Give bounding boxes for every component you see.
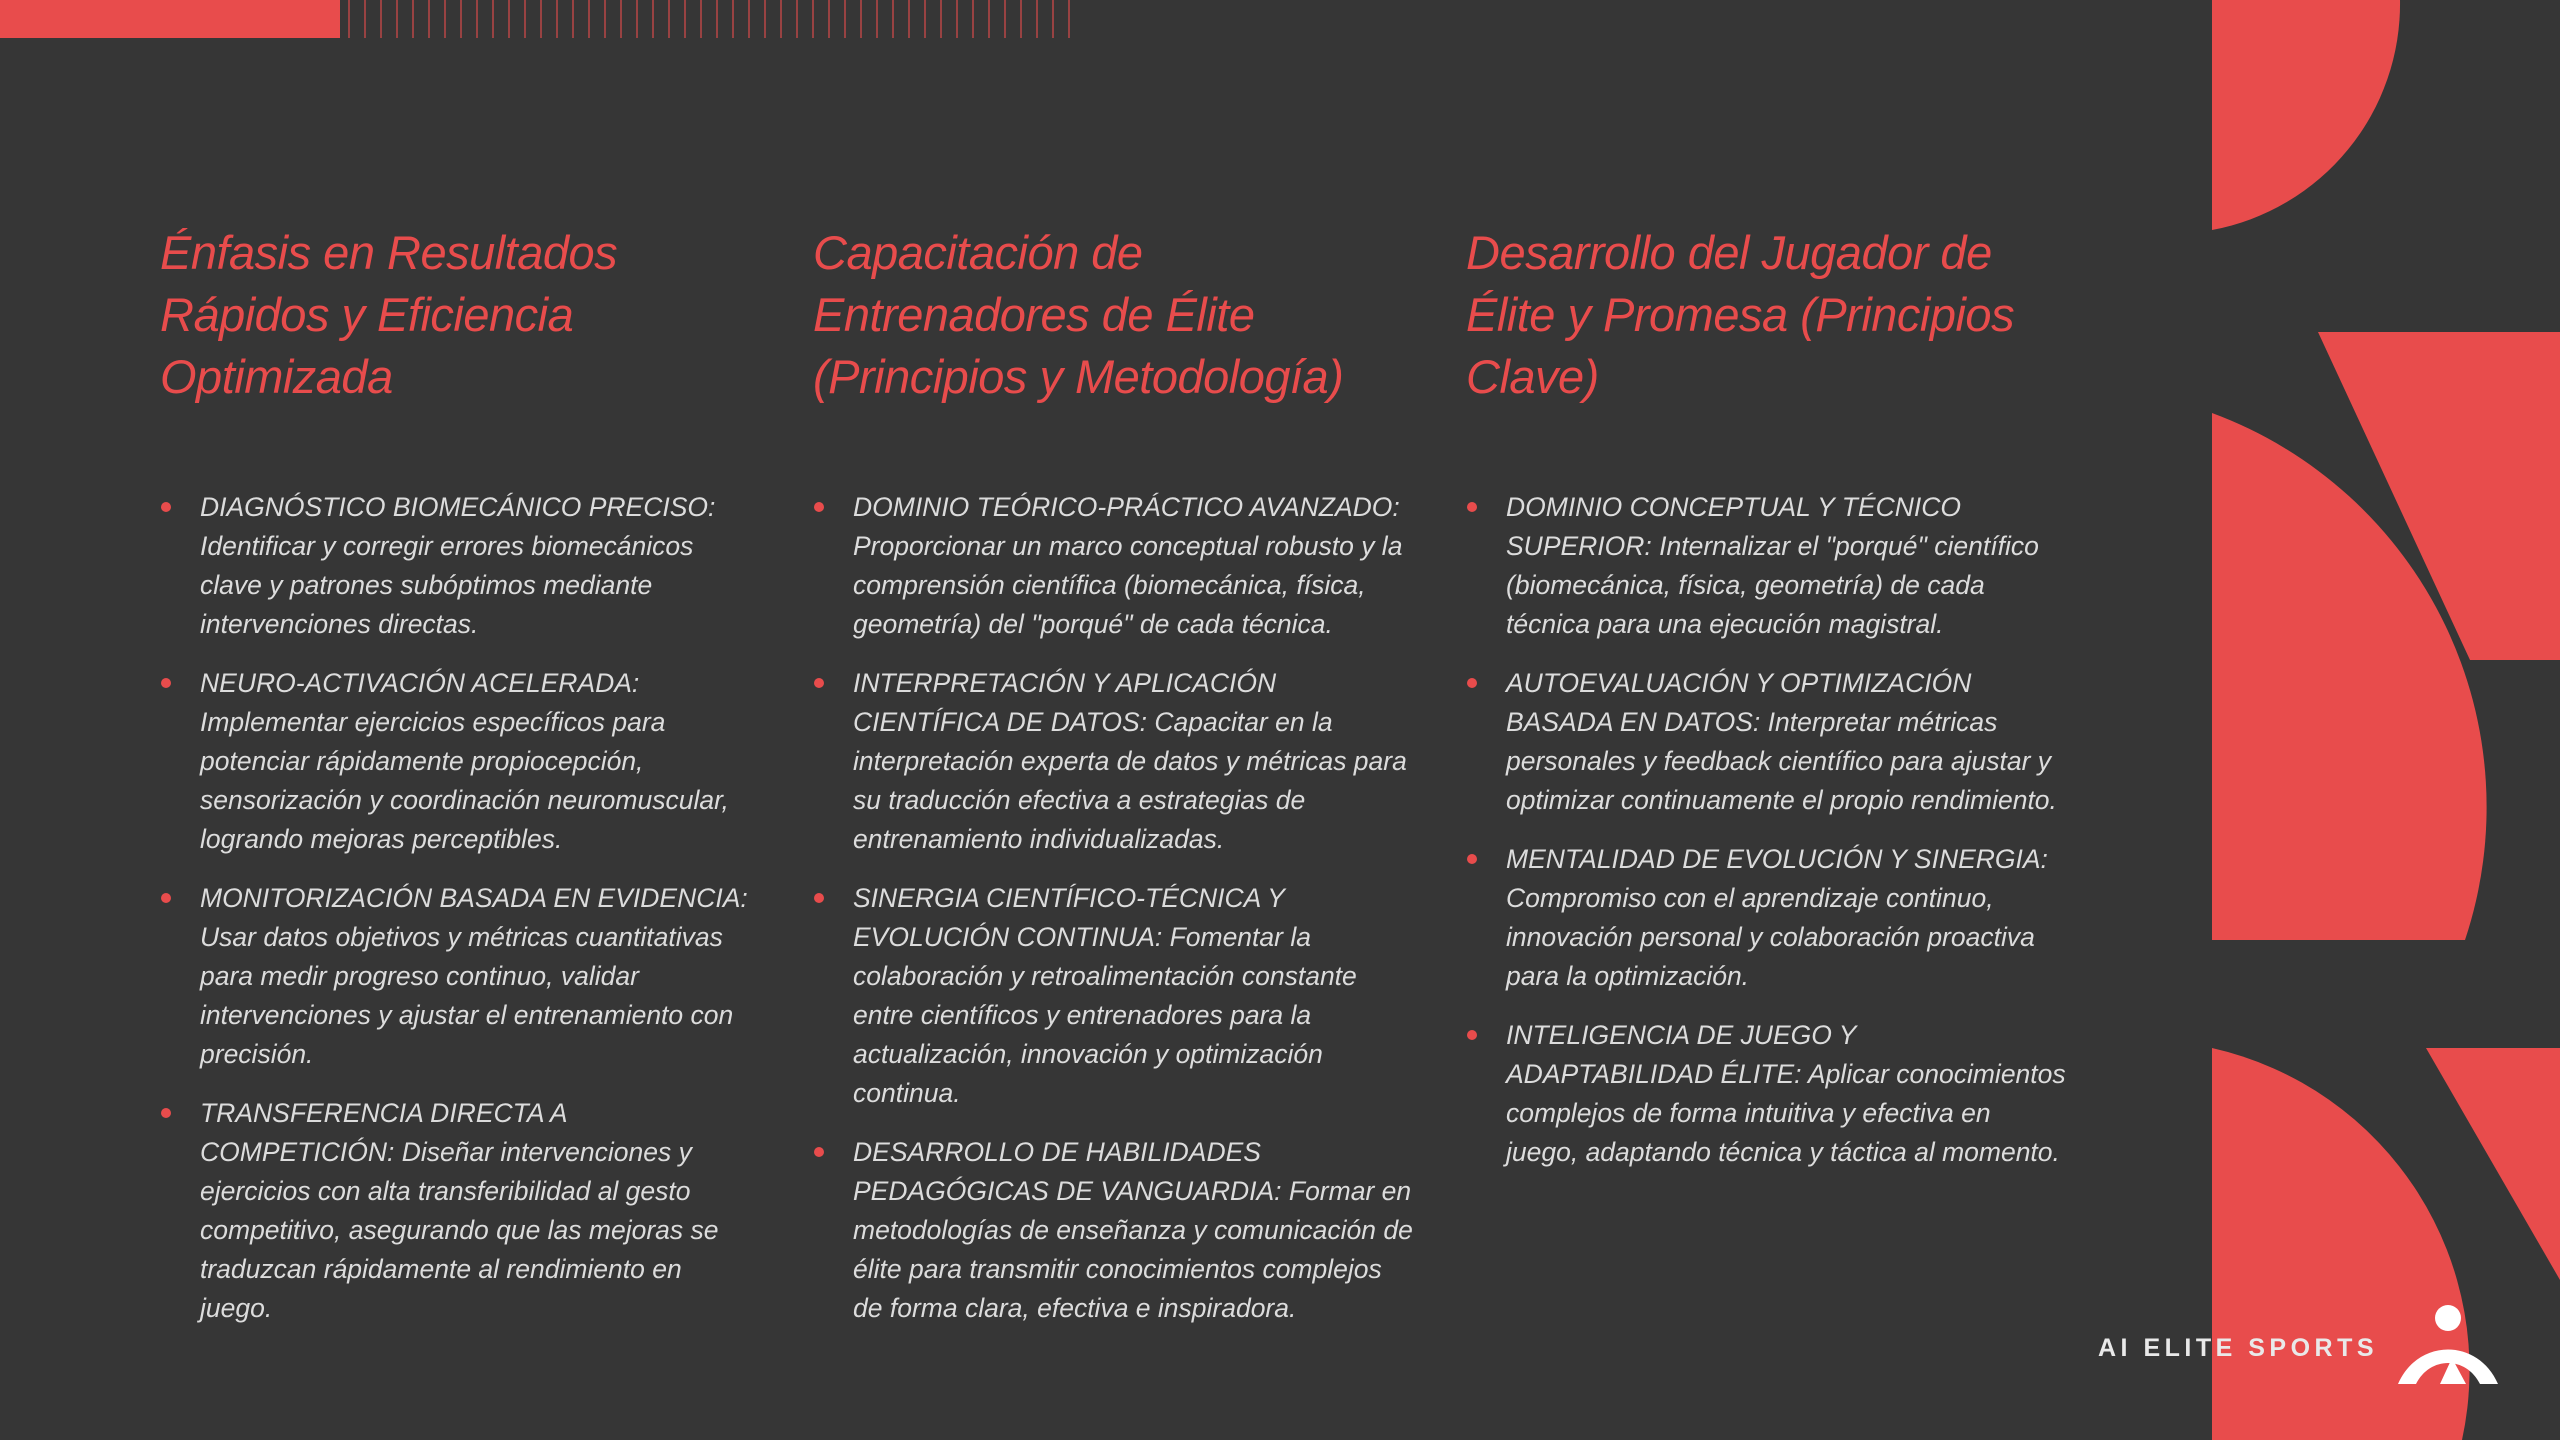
bullet-list: [813, 488, 1413, 1328]
bullet-list: [1466, 488, 2066, 1172]
brand-logo-icon: [2396, 1304, 2500, 1388]
bullet-icon: [161, 1108, 171, 1118]
bullet-icon: [1467, 502, 1477, 512]
list-item: AUTOEVALUACIÓN Y OPTIMIZACIÓN BASADA EN DATOS: Interpretar métricas personales y feedback científico para ajustar y optimizar continuamente el propio rendimiento.: [1466, 664, 2066, 820]
deco-half-circle-top: [2212, 0, 2400, 230]
list-item: TRANSFERENCIA DIRECTA A COMPETICIÓN: Diseñar intervenciones y ejercicios con alta transferibilidad al gesto competitivo, asegurando que las mejoras se traduzcan rápidamente al rendimiento en juego.: [160, 1094, 760, 1328]
deco-diagonal-bottom: [2426, 1048, 2560, 1280]
column-title: Desarrollo del Jugador de Élite y Promesa (Principios Clave): [1466, 226, 2015, 403]
column-title: Énfasis en Resultados Rápidos y Eficiencia Optimizada: [160, 226, 618, 403]
list-item: DOMINIO CONCEPTUAL Y TÉCNICO SUPERIOR: Internalizar el "porqué" científico (biomecánica, física, geometría) de cada técnica para una ejecución magistral.: [1466, 488, 2066, 644]
list-item: INTELIGENCIA DE JUEGO Y ADAPTABILIDAD ÉLITE: Aplicar conocimientos complejos de forma intuitiva y efectiva en juego, adaptando técnica y táctica al momento.: [1466, 1016, 2066, 1172]
brand-name: AI ELITE SPORTS: [2098, 1334, 2379, 1362]
list-item: DESARROLLO DE HABILIDADES PEDAGÓGICAS DE VANGUARDIA: Formar en metodologías de enseñanza y comunicación de élite para transmitir conocimientos complejos de forma clara, efectiva e inspiradora.: [813, 1133, 1413, 1328]
top-tick-marks: [348, 0, 1080, 38]
bullet-icon: [814, 893, 824, 903]
decorative-shapes: [2212, 0, 2560, 1440]
list-item: NEURO-ACTIVACIÓN ACELERADA: Implementar ejercicios específicos para potenciar rápidamente propiocepción, sensorización y coordinación neuromuscular, logrando mejoras perceptibles.: [160, 664, 760, 859]
bullet-icon: [1467, 678, 1477, 688]
bullet-icon: [161, 502, 171, 512]
list-item: DOMINIO TEÓRICO-PRÁCTICO AVANZADO: Proporcionar un marco conceptual robusto y la comprensión científica (biomecánica, física, geometría) del "porqué" de cada técnica.: [813, 488, 1413, 644]
column-entrenadores: [813, 222, 1413, 1348]
column-resultados: [160, 222, 760, 1348]
list-item: MENTALIDAD DE EVOLUCIÓN Y SINERGIA: Compromiso con el aprendizaje continuo, innovación personal y colaboración proactiva para la optimización.: [1466, 840, 2066, 996]
bullet-icon: [814, 502, 824, 512]
list-item: MONITORIZACIÓN BASADA EN EVIDENCIA: Usar datos objetivos y métricas cuantitativas para medir progreso continuo, validar intervenciones y ajustar el entrenamiento con precisión.: [160, 879, 760, 1074]
column-title: Capacitación de Entrenadores de Élite (Principios y Metodología): [813, 226, 1344, 403]
top-accent-bar: [0, 0, 340, 38]
bullet-icon: [161, 893, 171, 903]
list-item: SINERGIA CIENTÍFICO-TÉCNICA Y EVOLUCIÓN CONTINUA: Fomentar la colaboración y retroalimentación constante entre científicos y entrenadores para la actualización, innovación y optimización continua.: [813, 879, 1413, 1113]
bullet-icon: [1467, 854, 1477, 864]
bullet-icon: [161, 678, 171, 688]
column-jugador: [1466, 222, 2066, 1192]
list-item: DIAGNÓSTICO BIOMECÁNICO PRECISO: Identificar y corregir errores biomecánicos clave y patrones subóptimos mediante intervenciones directas.: [160, 488, 760, 644]
bullet-list: [160, 488, 760, 1328]
list-item: INTERPRETACIÓN Y APLICACIÓN CIENTÍFICA DE DATOS: Capacitar en la interpretación experta de datos y métricas para su traducción efectiva a estrategias de entrenamiento individualizadas.: [813, 664, 1413, 859]
bullet-icon: [814, 1147, 824, 1157]
bullet-icon: [814, 678, 824, 688]
bullet-icon: [1467, 1030, 1477, 1040]
